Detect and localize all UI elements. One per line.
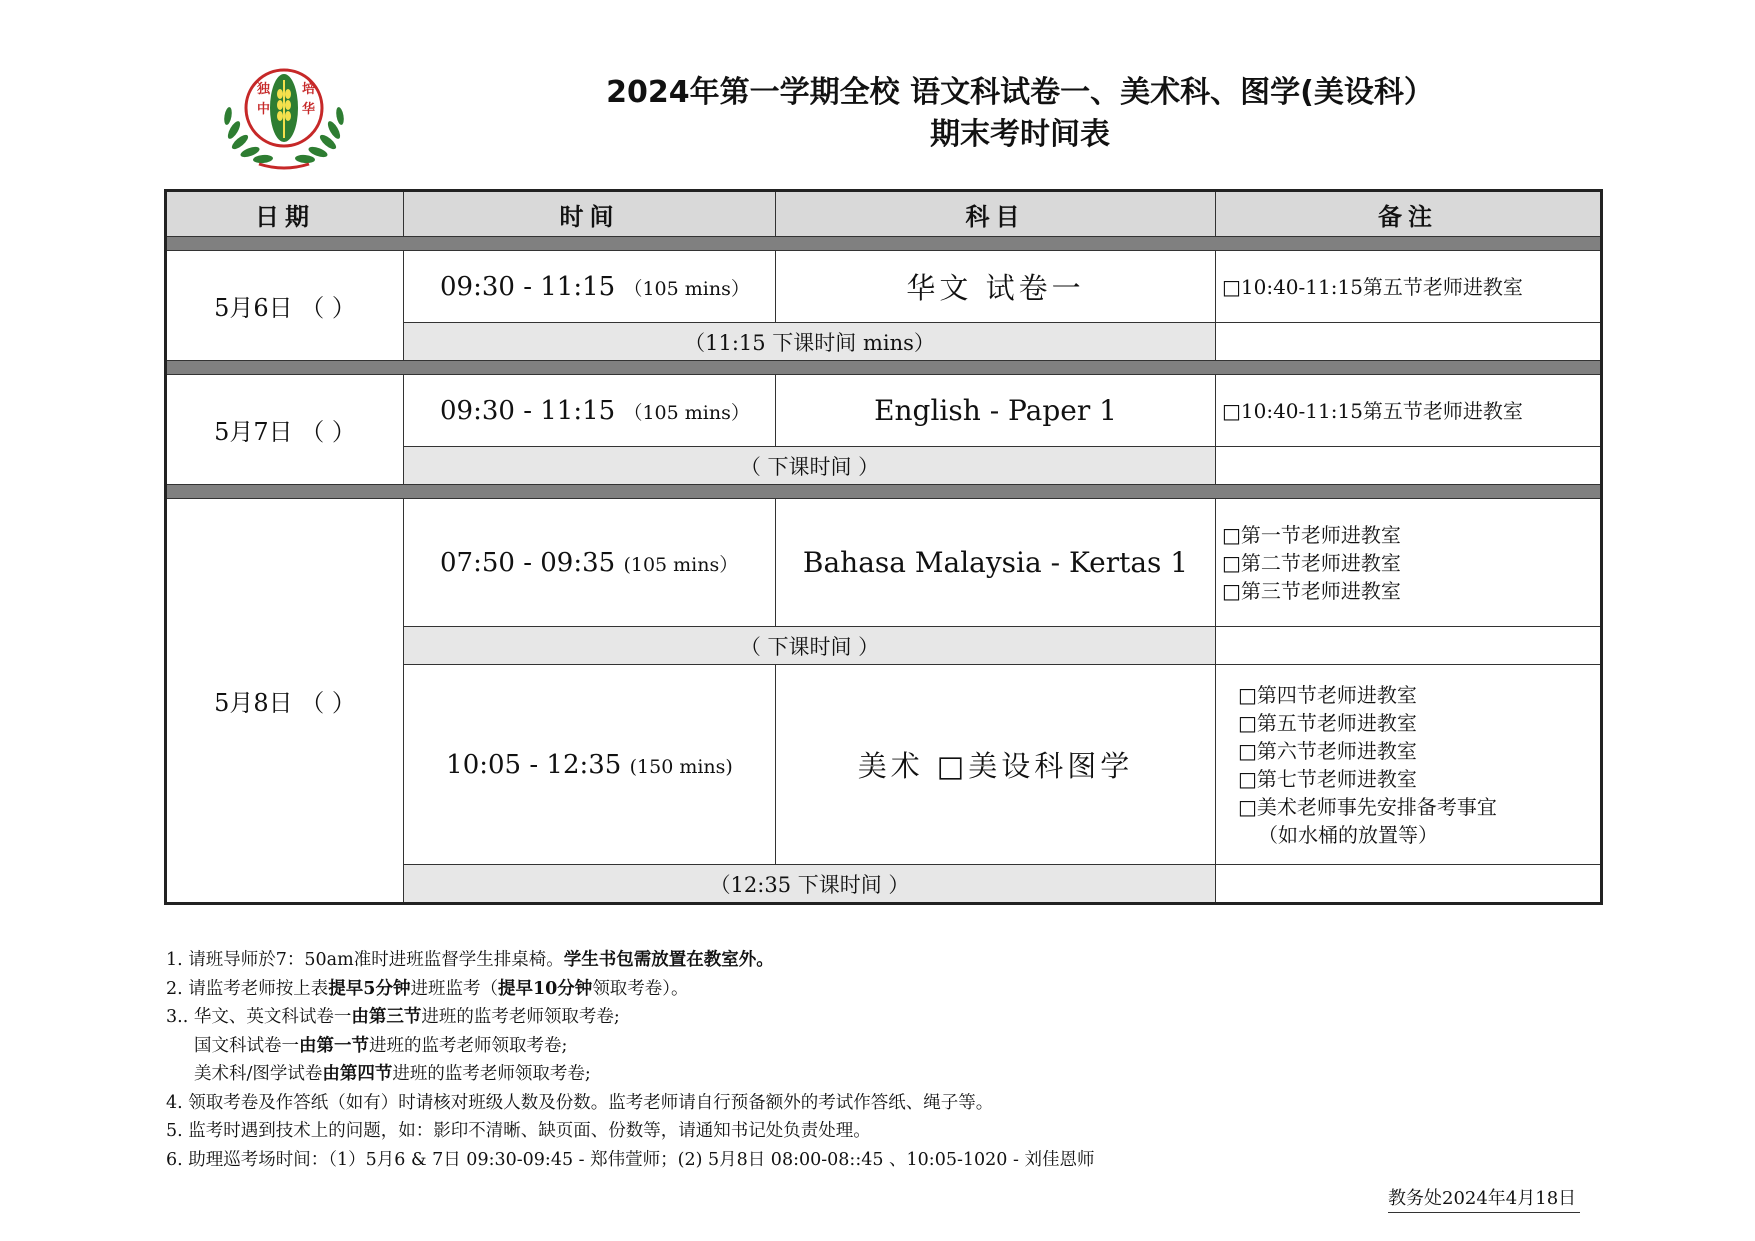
- school-logo: [214, 60, 354, 172]
- duration: （105 mins）: [623, 401, 750, 424]
- remark-line: □第五节老师进教室: [1238, 710, 1417, 735]
- remark-line: □第一节老师进教室: [1222, 522, 1401, 547]
- time-cell: [404, 665, 776, 865]
- instruction-item: 4. 领取考卷及作答纸（如有）时请核对班级人数及份数。监考老师请自行预备额外的考试作答纸、绳子等。: [166, 1092, 994, 1113]
- time-range: 09:30 - 11:15: [440, 271, 616, 302]
- logo-left-text: 独中: [257, 82, 271, 117]
- remark-cell: [1216, 665, 1602, 865]
- remark-cell: [1216, 447, 1602, 485]
- header-subject: 科目: [776, 191, 1216, 237]
- time-range: 10:05 - 12:35: [446, 749, 622, 780]
- time-range: 09:30 - 11:15: [440, 395, 616, 426]
- instruction-item: 6. 助理巡考场时间：（1）5月6 & 7日 09:30-09:45 - 郑伟萱师；(2) 5月8日 08:00-08::45 、10:05-1020 - 刘佳恩师: [166, 1149, 1095, 1170]
- subject-cell: English - Paper 1: [776, 375, 1216, 447]
- time-cell: [404, 375, 776, 447]
- instruction-item: 5. 监考时遇到技术上的问题，如：影印不清晰、缺页面、份数等，请通知书记处负责处理。: [166, 1121, 871, 1141]
- date-cell: 5月8日 （ ）: [166, 499, 404, 904]
- instruction-text: 领取考卷）。: [592, 978, 689, 999]
- instruction-text: 进班的监考老师领取考卷;: [421, 1007, 620, 1027]
- remark-cell: [1216, 865, 1602, 904]
- break-time: （11:15 下课时间 mins）: [404, 323, 1216, 361]
- exam-schedule-table: [164, 189, 1603, 905]
- instruction-item: [166, 946, 1094, 975]
- separator-row: [166, 361, 1602, 375]
- break-time: （12:35 下课时间 ）: [404, 865, 1216, 904]
- instruction-emphasis: 提早5分钟: [328, 978, 411, 999]
- instruction-text: 进班监考（: [410, 978, 498, 999]
- instruction-item: [166, 975, 1094, 1004]
- instruction-text: 进班的监考老师领取考卷;: [369, 1035, 568, 1056]
- instruction-emphasis: 由第四节: [322, 1064, 393, 1084]
- header-date: 日期: [166, 191, 404, 237]
- instruction-item: [166, 1003, 1094, 1032]
- remark-cell: [1216, 323, 1602, 361]
- time-cell: [404, 499, 776, 627]
- instruction-text: 2. 请监考老师按上表: [166, 978, 329, 999]
- instruction-text: 1. 请班导师於7：50am准时进班监督学生排桌椅。: [166, 950, 564, 970]
- title-line-1: 2024年第一学期全校 语文科试卷一、美术科、图学(美设科）: [606, 75, 1434, 110]
- page-title: [380, 72, 1660, 156]
- instruction-text: 进班的监考老师领取考卷;: [392, 1064, 591, 1084]
- remark-line: □第六节老师进教室: [1238, 738, 1417, 763]
- remark-line: □第三节老师进教室: [1222, 578, 1401, 603]
- duration: (105 mins）: [623, 553, 739, 576]
- remark-cell: [1216, 499, 1602, 627]
- remark-line: □第二节老师进教室: [1222, 550, 1401, 575]
- header-time: 时间: [404, 191, 776, 237]
- title-line-2: 期末考时间表: [930, 117, 1110, 152]
- logo-right-text: 培华: [302, 82, 316, 117]
- subject-cell: Bahasa Malaysia - Kertas 1: [776, 499, 1216, 627]
- header-remarks: 备注: [1216, 191, 1602, 237]
- instructions-list: [166, 946, 1094, 1174]
- remark-line: □第四节老师进教室: [1238, 682, 1417, 707]
- duration: (150 mins): [629, 755, 733, 778]
- time-cell: [404, 251, 776, 323]
- separator-row: [166, 237, 1602, 251]
- duration: （105 mins）: [623, 277, 750, 300]
- table-row: [166, 375, 1602, 447]
- remark-line: （如水桶的放置等）: [1258, 822, 1438, 847]
- separator-row: [166, 485, 1602, 499]
- subject-cell: 美术 □美设科图学: [776, 665, 1216, 865]
- remark-cell: [1216, 627, 1602, 665]
- table-row: [166, 251, 1602, 323]
- subject-cell: 华文 试卷一: [776, 251, 1216, 323]
- remark-cell: □10:40-11:15第五节老师进教室: [1216, 251, 1602, 323]
- instruction-text: 美术科/图学试卷: [194, 1064, 323, 1084]
- instruction-text: 3.. 华文、英文科试卷一: [166, 1007, 352, 1027]
- instruction-emphasis: 由第三节: [351, 1007, 422, 1027]
- break-time: （ 下课时间 ）: [404, 447, 1216, 485]
- remark-line: □美术老师事先安排备考事宜: [1238, 794, 1497, 819]
- instruction-emphasis: 学生书包需放置在教室外。: [563, 950, 774, 970]
- break-time: （ 下课时间 ）: [404, 627, 1216, 665]
- table-row: [166, 499, 1602, 627]
- issuer-signature: 教务处2024年4月18日: [1388, 1184, 1580, 1213]
- time-range: 07:50 - 09:35: [440, 547, 616, 578]
- instruction-item: [166, 1060, 1094, 1089]
- date-cell: 5月7日 （ ）: [166, 375, 404, 485]
- instruction-emphasis: 提早10分钟: [497, 978, 593, 999]
- instruction-item: [166, 1032, 1094, 1061]
- remark-cell: □10:40-11:15第五节老师进教室: [1216, 375, 1602, 447]
- table-header-row: [166, 191, 1602, 237]
- remark-line: □第七节老师进教室: [1238, 766, 1417, 791]
- instruction-emphasis: 由第一节: [299, 1035, 369, 1056]
- date-cell: 5月6日 （ ）: [166, 251, 404, 361]
- instruction-text: 国文科试卷一: [194, 1035, 299, 1056]
